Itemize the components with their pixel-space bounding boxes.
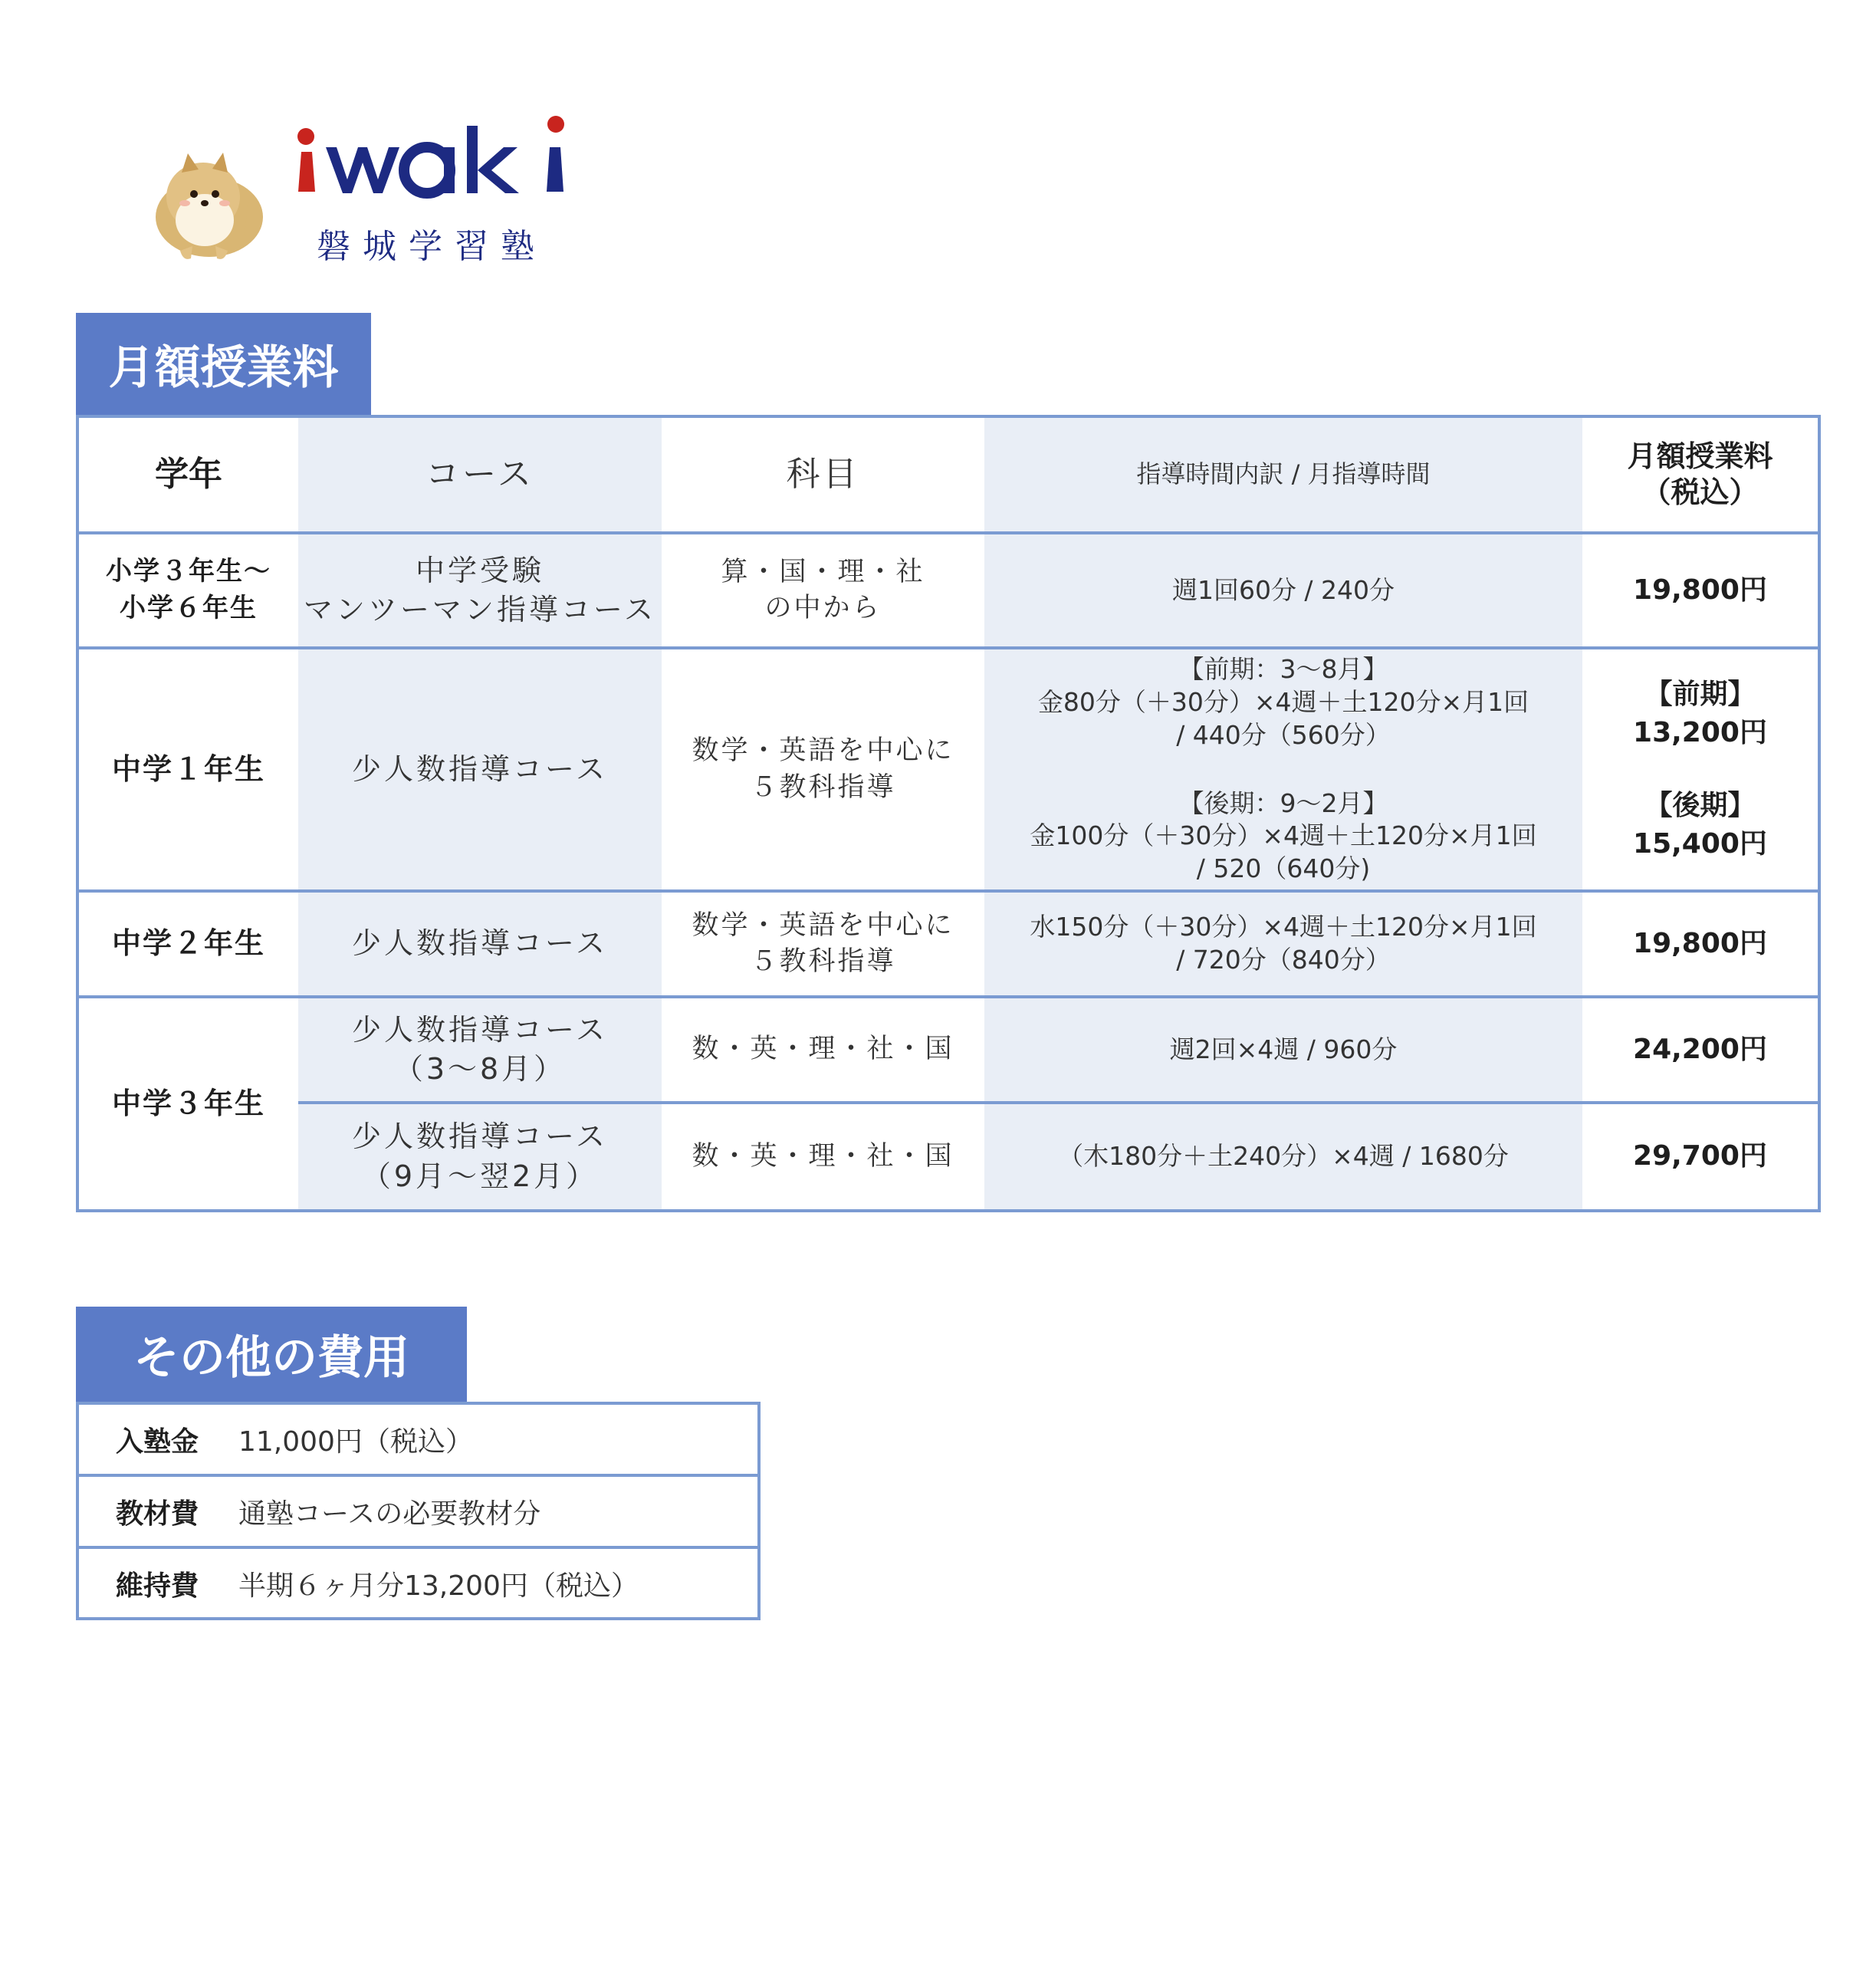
subject-line: 数学・英語を中心に xyxy=(692,735,954,767)
fee-cell: 19,800円 xyxy=(1633,574,1767,606)
time-cell xyxy=(984,649,1582,889)
subject-cell xyxy=(662,998,984,1101)
other-fee-label: 維持費 xyxy=(116,1570,199,1602)
time-line: 週2回×4週 / 960分 xyxy=(1169,1034,1398,1064)
subject-cell xyxy=(662,649,984,889)
header-fee-line1: 月額授業料 xyxy=(1627,439,1773,473)
subject-line: ５教科指導 xyxy=(750,771,896,803)
time-line: 金80分（＋30分）×4週＋土120分×月1回 xyxy=(1037,686,1529,717)
time-line: 【前期：3〜8月】 xyxy=(1178,653,1388,684)
time-line: 週1回60分 / 240分 xyxy=(1171,574,1395,605)
grade-cell xyxy=(79,534,298,646)
grade-cell xyxy=(79,893,298,995)
other-fee-value: 半期６ヶ月分13,200円（税込） xyxy=(238,1570,639,1602)
other-fee-row xyxy=(79,1477,757,1546)
time-cell xyxy=(984,1104,1582,1209)
grade-line: 中学３年生 xyxy=(111,1086,265,1120)
tuition-section-title: 月額授業料 xyxy=(76,313,371,415)
iwaki-wordmark xyxy=(297,115,573,199)
subject-line: 数学・英語を中心に xyxy=(692,909,954,941)
subject-line: ５教科指導 xyxy=(750,946,896,977)
fee-value: 13,200円 xyxy=(1633,717,1767,749)
header-time: 指導時間内訳 / 月指導時間 xyxy=(1136,459,1431,489)
course-line: （9月〜翌2月） xyxy=(361,1159,599,1193)
other-fee-label: 教材費 xyxy=(116,1498,199,1530)
fee-period-label: 【後期】 xyxy=(1644,789,1756,821)
subbrand-name: 磐城学習塾 xyxy=(317,227,547,266)
subject-line: 数・英・理・社・国 xyxy=(692,1034,954,1065)
course-cell xyxy=(298,649,662,889)
time-cell xyxy=(984,998,1582,1101)
grade-line: 小学３年生〜 xyxy=(106,556,271,587)
other-fee-row xyxy=(79,1405,757,1474)
other-fee-value: 11,000円（税込） xyxy=(238,1425,473,1458)
course-cell xyxy=(298,998,662,1101)
header-fee xyxy=(1582,418,1818,531)
other-fees-table xyxy=(76,1402,761,1620)
course-line: （3〜8月） xyxy=(393,1052,567,1086)
fee-cell xyxy=(1582,649,1818,889)
header-fee-line2: （税込） xyxy=(1641,475,1759,509)
grade-line: 中学２年生 xyxy=(111,926,265,961)
fee-value: 15,400円 xyxy=(1633,827,1767,860)
time-line: 【後期：9〜2月】 xyxy=(1178,788,1388,818)
fee-cell: 29,700円 xyxy=(1633,1140,1767,1172)
grade-line: 小学６年生 xyxy=(120,593,258,623)
subject-line: の中から xyxy=(764,593,882,623)
subject-line: 数・英・理・社・国 xyxy=(692,1140,954,1172)
other-fee-label: 入塾金 xyxy=(116,1425,199,1458)
time-line: / 520（640分) xyxy=(1196,853,1371,884)
fee-cell: 24,200円 xyxy=(1633,1033,1767,1065)
other-fee-row xyxy=(79,1549,757,1618)
time-line: / 720分（840分） xyxy=(1176,945,1391,975)
time-line: 金100分（＋30分）×4週＋土120分×月1回 xyxy=(1030,820,1537,851)
time-line: / 440分（560分） xyxy=(1176,719,1391,750)
fee-cell: 19,800円 xyxy=(1633,927,1767,959)
pomeranian-dog-icon xyxy=(149,150,268,265)
time-cell xyxy=(984,893,1582,995)
other-fees-section-title: その他の費用 xyxy=(76,1307,467,1402)
grade-cell xyxy=(79,998,298,1209)
subject-cell xyxy=(662,534,984,646)
course-line: 少人数指導コース xyxy=(351,1120,609,1154)
tuition-table xyxy=(76,415,1821,1212)
time-cell xyxy=(984,534,1582,646)
fee-period-label: 【前期】 xyxy=(1644,678,1756,710)
subject-line: 算・国・理・社 xyxy=(721,556,925,587)
grade-line: 中学１年生 xyxy=(111,751,265,786)
course-cell xyxy=(298,893,662,995)
header-grade: 学年 xyxy=(155,455,222,495)
header-subject: 科目 xyxy=(786,455,860,495)
header-course: コース xyxy=(425,455,534,495)
other-fee-value: 通塾コースの必要教材分 xyxy=(238,1498,541,1530)
course-line: マンツーマン指導コース xyxy=(303,593,657,626)
subject-cell xyxy=(662,893,984,995)
course-line: 少人数指導コース xyxy=(351,1012,609,1047)
course-cell xyxy=(298,534,662,646)
course-line: 少人数指導コース xyxy=(351,751,609,786)
course-line: 中学受験 xyxy=(415,553,544,587)
time-line: （木180分＋土240分）×4週 / 1680分 xyxy=(1058,1141,1509,1172)
course-cell xyxy=(298,1104,662,1209)
course-line: 少人数指導コース xyxy=(351,926,609,961)
subject-cell xyxy=(662,1104,984,1209)
time-line: 水150分（＋30分）×4週＋土120分×月1回 xyxy=(1030,912,1537,942)
grade-cell xyxy=(79,649,298,889)
brand-logo xyxy=(149,115,579,268)
